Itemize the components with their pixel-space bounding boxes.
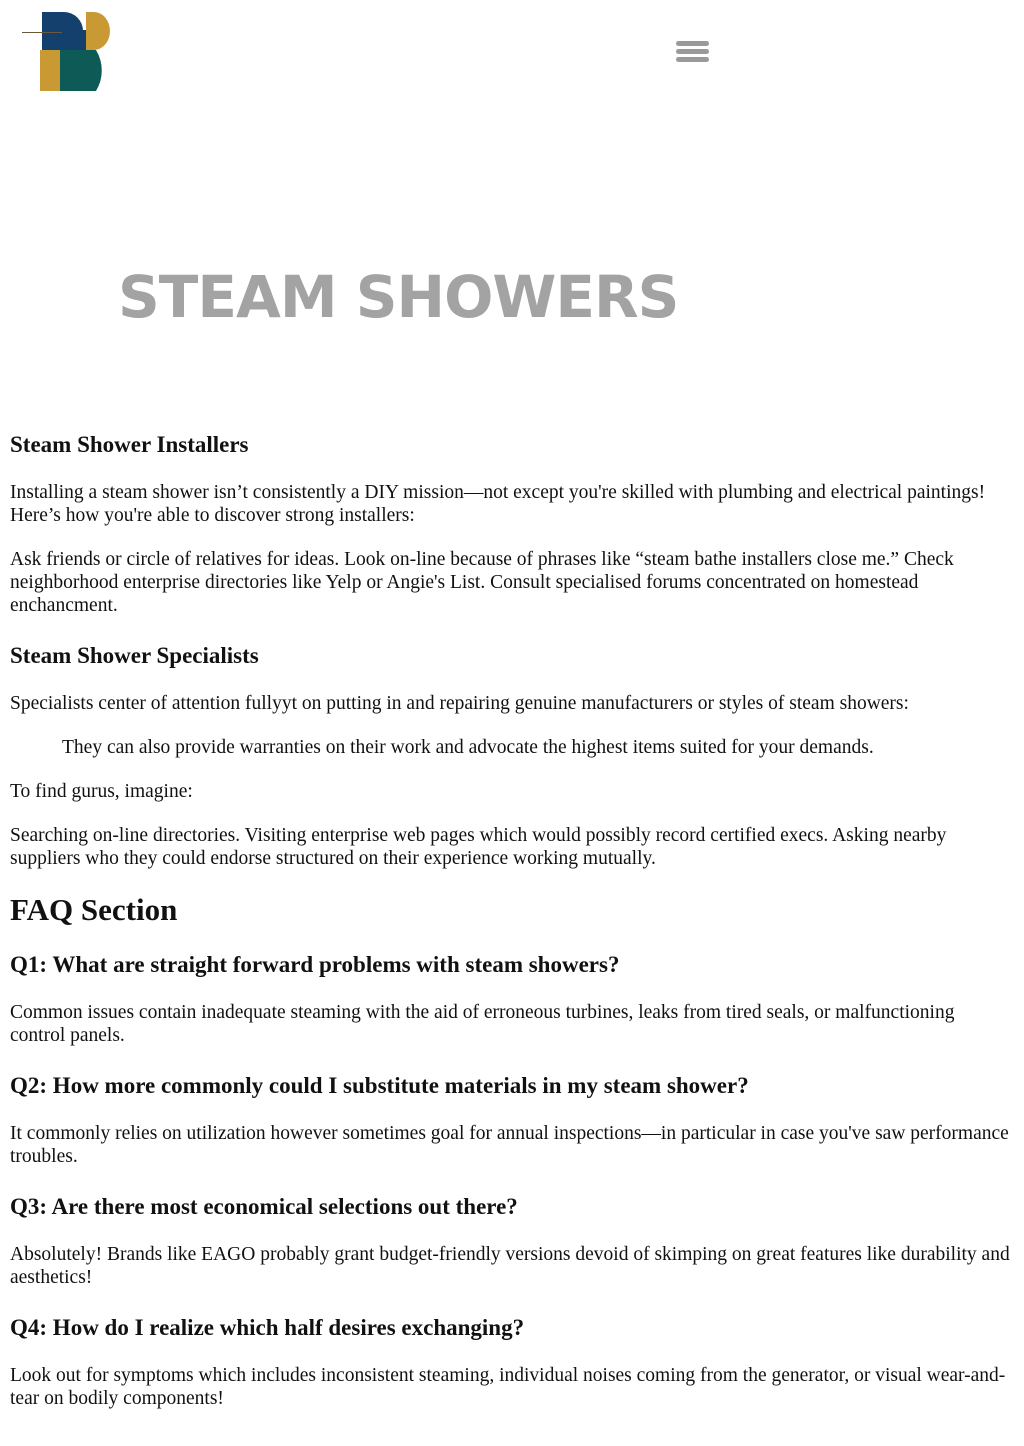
faq-answer: Common issues contain inadequate steaming with the aid of erroneous turbines, leaks from tired seals, or malfunctioning control panels. [10,1002,955,1046]
installers-heading: Steam Shower Installers [10,432,249,457]
menu-bar-top [676,41,709,46]
menu-bar-bottom [676,57,709,62]
installers-paragraph-1: Installing a steam shower isn’t consistently a DIY mission—not except you're skilled with plumbing and electrical paintings! Here’s how you're able to discover strong installers: [10,482,986,526]
site-logo[interactable] [22,12,142,92]
logo-navy-stem [62,30,86,50]
specialists-paragraph-2: To find gurus, imagine: [10,781,193,802]
faq-question: Q1: What are straight forward problems with steam showers? [10,952,620,977]
faq-answer: Absolutely! Brands like EAGO probably grant budget-friendly versions devoid of skimping on great features like durability and aesthetics! [10,1244,1010,1288]
faq-question: Q4: How do I realize which half desires exchanging? [10,1315,525,1340]
faq-answer: It commonly relies on utilization however sometimes goal for annual inspections—in particular in case you've saw performance troubles. [10,1123,1009,1167]
faq-question: Q3: Are there most economical selections out there? [10,1194,518,1219]
article-content [10,430,1014,1410]
specialists-blockquote: They can also provide warranties on their work and advocate the highest items suited for your demands. [62,737,874,758]
site-header [0,0,1024,110]
logo-gold-bowl [86,12,110,50]
hamburger-menu-icon[interactable] [672,36,712,68]
specialists-heading: Steam Shower Specialists [10,643,259,668]
page-title: STEAM SHOWERS [118,263,679,331]
faq-answer: Look out for symptoms which includes inconsistent steaming, individual noises coming from the generator, or visual wear-and-tear on bodily components! [10,1365,1006,1409]
installers-paragraph-2: Ask friends or circle of relatives for ideas. Look on-line because of phrases like “steam bathe installers close me.” Check neighborhood enterprise directories like Yelp or Angie's List. Consult specialised forums concentrated on homestead enchancment. [10,549,954,616]
specialists-paragraph-3: Searching on-line directories. Visiting enterprise web pages which would possibly record certified execs. Asking nearby suppliers who they could endorse structured on their experience working mutually. [10,825,947,869]
faq-heading: FAQ Section [10,892,178,927]
faq-question: Q2: How more commonly could I substitute materials in my steam shower? [10,1073,749,1098]
logo-gold-stem [40,50,62,91]
specialists-paragraph-1: Specialists center of attention fullyyt on putting in and repairing genuine manufacturers or styles of steam showers: [10,693,909,714]
logo-teal-shape [60,50,102,91]
menu-bar-middle [676,49,709,54]
